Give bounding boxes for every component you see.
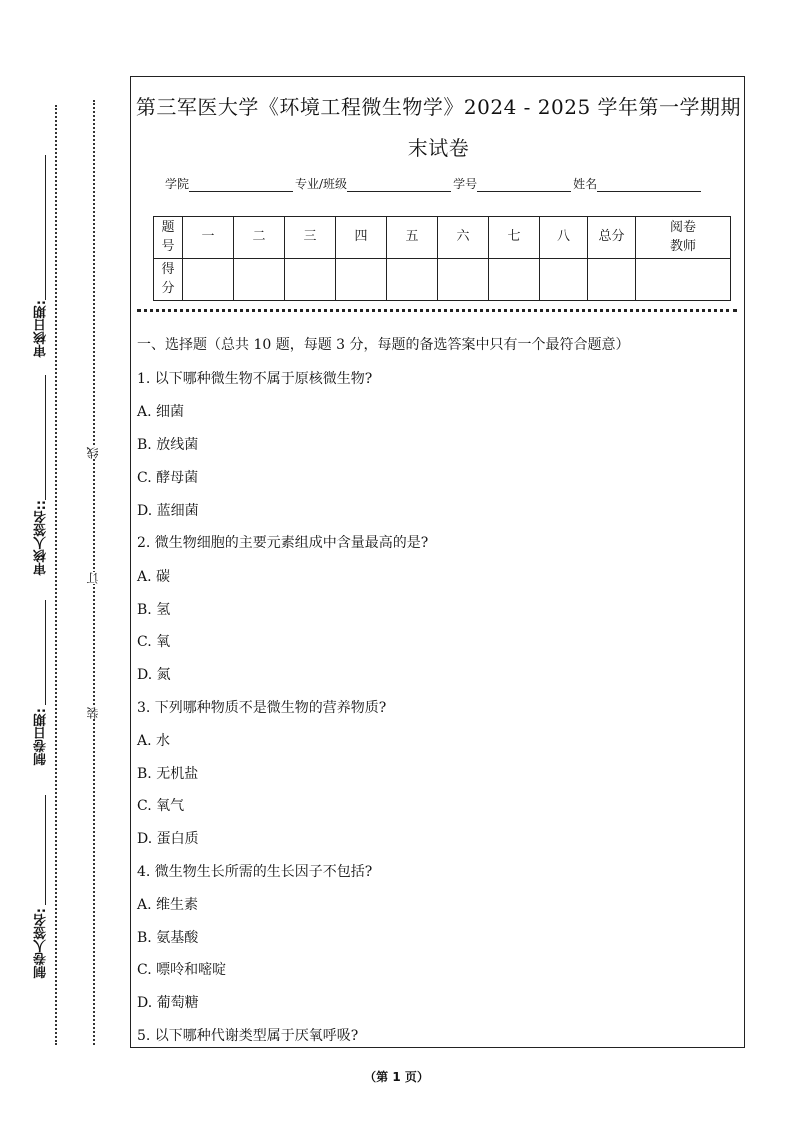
score-cell[interactable] [183,259,234,301]
question-3-option-c[interactable]: C. 氧气 [137,798,185,814]
exam-frame [130,76,745,1048]
field-id-label: 学号 [453,177,478,191]
outer-dotted-line [55,105,57,1045]
question-4-stem: 4. 微生物生长所需的生长因子不包括? [137,864,373,880]
field-name-blank[interactable] [597,179,701,192]
question-1-option-d[interactable]: D. 蓝细菌 [137,503,199,519]
col-7: 七 [489,217,540,259]
col-1: 一 [183,217,234,259]
question-3-option-d[interactable]: D. 蛋白质 [137,831,199,847]
col-3: 三 [285,217,336,259]
question-3-option-b[interactable]: B. 无机盐 [137,766,199,782]
score-cell[interactable] [489,259,540,301]
col-6: 六 [438,217,489,259]
field-college-blank[interactable] [189,179,293,192]
review-date-label: 审核日期: [34,300,49,358]
question-2-option-d[interactable]: D. 氮 [137,667,171,683]
score-cell[interactable] [438,259,489,301]
score-cell[interactable] [234,259,285,301]
question-4-option-d[interactable]: D. 葡萄糖 [137,995,199,1011]
field-id-blank[interactable] [477,179,571,192]
field-major-label: 专业/班级 [295,177,348,191]
student-info-row [165,175,703,192]
question-2-stem: 2. 微生物细胞的主要元素组成中含量最高的是? [137,535,429,551]
question-2-option-b[interactable]: B. 氢 [137,602,171,618]
question-4-option-c[interactable]: C. 嘌呤和嘧啶 [137,962,227,978]
question-1-option-a[interactable]: A. 细菌 [137,404,185,420]
score-cell[interactable] [387,259,438,301]
question-number-head: 题 号 [154,217,183,259]
col-2: 二 [234,217,285,259]
make-date-line [45,600,46,705]
make-date-label: 制卷日期: [34,708,49,766]
question-3-stem: 3. 下列哪种物质不是微生物的营养物质? [137,700,387,716]
reviewer-head: 阅卷 教师 [636,217,731,259]
reviewer-cell[interactable] [636,259,731,301]
question-2-option-a[interactable]: A. 碳 [137,569,171,585]
section1-heading: 一、选择题（总共 10 题，每题 3 分，每题的备选答案中只有一个最符合题意） [137,337,630,353]
score-cell-total[interactable] [588,259,636,301]
score-table [153,216,731,301]
col-total: 总分 [588,217,636,259]
score-table-header-row [154,217,731,259]
col-4: 四 [336,217,387,259]
reviewer-sign-label: 审核人签名:: [34,500,49,576]
field-major-blank[interactable] [347,179,451,192]
question-2-option-c[interactable]: C. 氧 [137,634,171,650]
exam-title-line1: 第三军医大学《环境工程微生物学》2024 - 2025 学年第一学期期 [135,95,742,119]
binding-char-bind: 装 [86,707,100,719]
exam-title-line2: 末试卷 [407,136,470,160]
question-1-option-c[interactable]: C. 酵母菌 [137,470,199,486]
maker-sign-line [45,795,46,905]
page-number: （第 1 页） [364,1070,429,1084]
maker-sign-label: 制卷人签名: [34,908,49,979]
review-date-line [45,155,46,300]
score-head: 得 分 [154,259,183,301]
field-name-label: 姓名 [573,177,598,191]
col-8: 八 [540,217,588,259]
question-1-option-b[interactable]: B. 放线菌 [137,437,199,453]
binding-char-order: 订 [86,572,100,584]
col-5: 五 [387,217,438,259]
dotted-separator [137,309,737,312]
question-4-option-a[interactable]: A. 维生素 [137,897,199,913]
score-table-score-row [154,259,731,301]
question-3-option-a[interactable]: A. 水 [137,733,171,749]
score-cell[interactable] [285,259,336,301]
field-college-label: 学院 [165,177,190,191]
question-4-option-b[interactable]: B. 氨基酸 [137,930,199,946]
question-1-stem: 1. 以下哪种微生物不属于原核微生物? [137,371,373,387]
question-5-stem: 5. 以下哪种代谢类型属于厌氧呼吸? [137,1028,359,1044]
reviewer-sign-line [45,375,46,500]
score-cell[interactable] [540,259,588,301]
score-cell[interactable] [336,259,387,301]
binding-char-line: 线 [86,447,100,459]
